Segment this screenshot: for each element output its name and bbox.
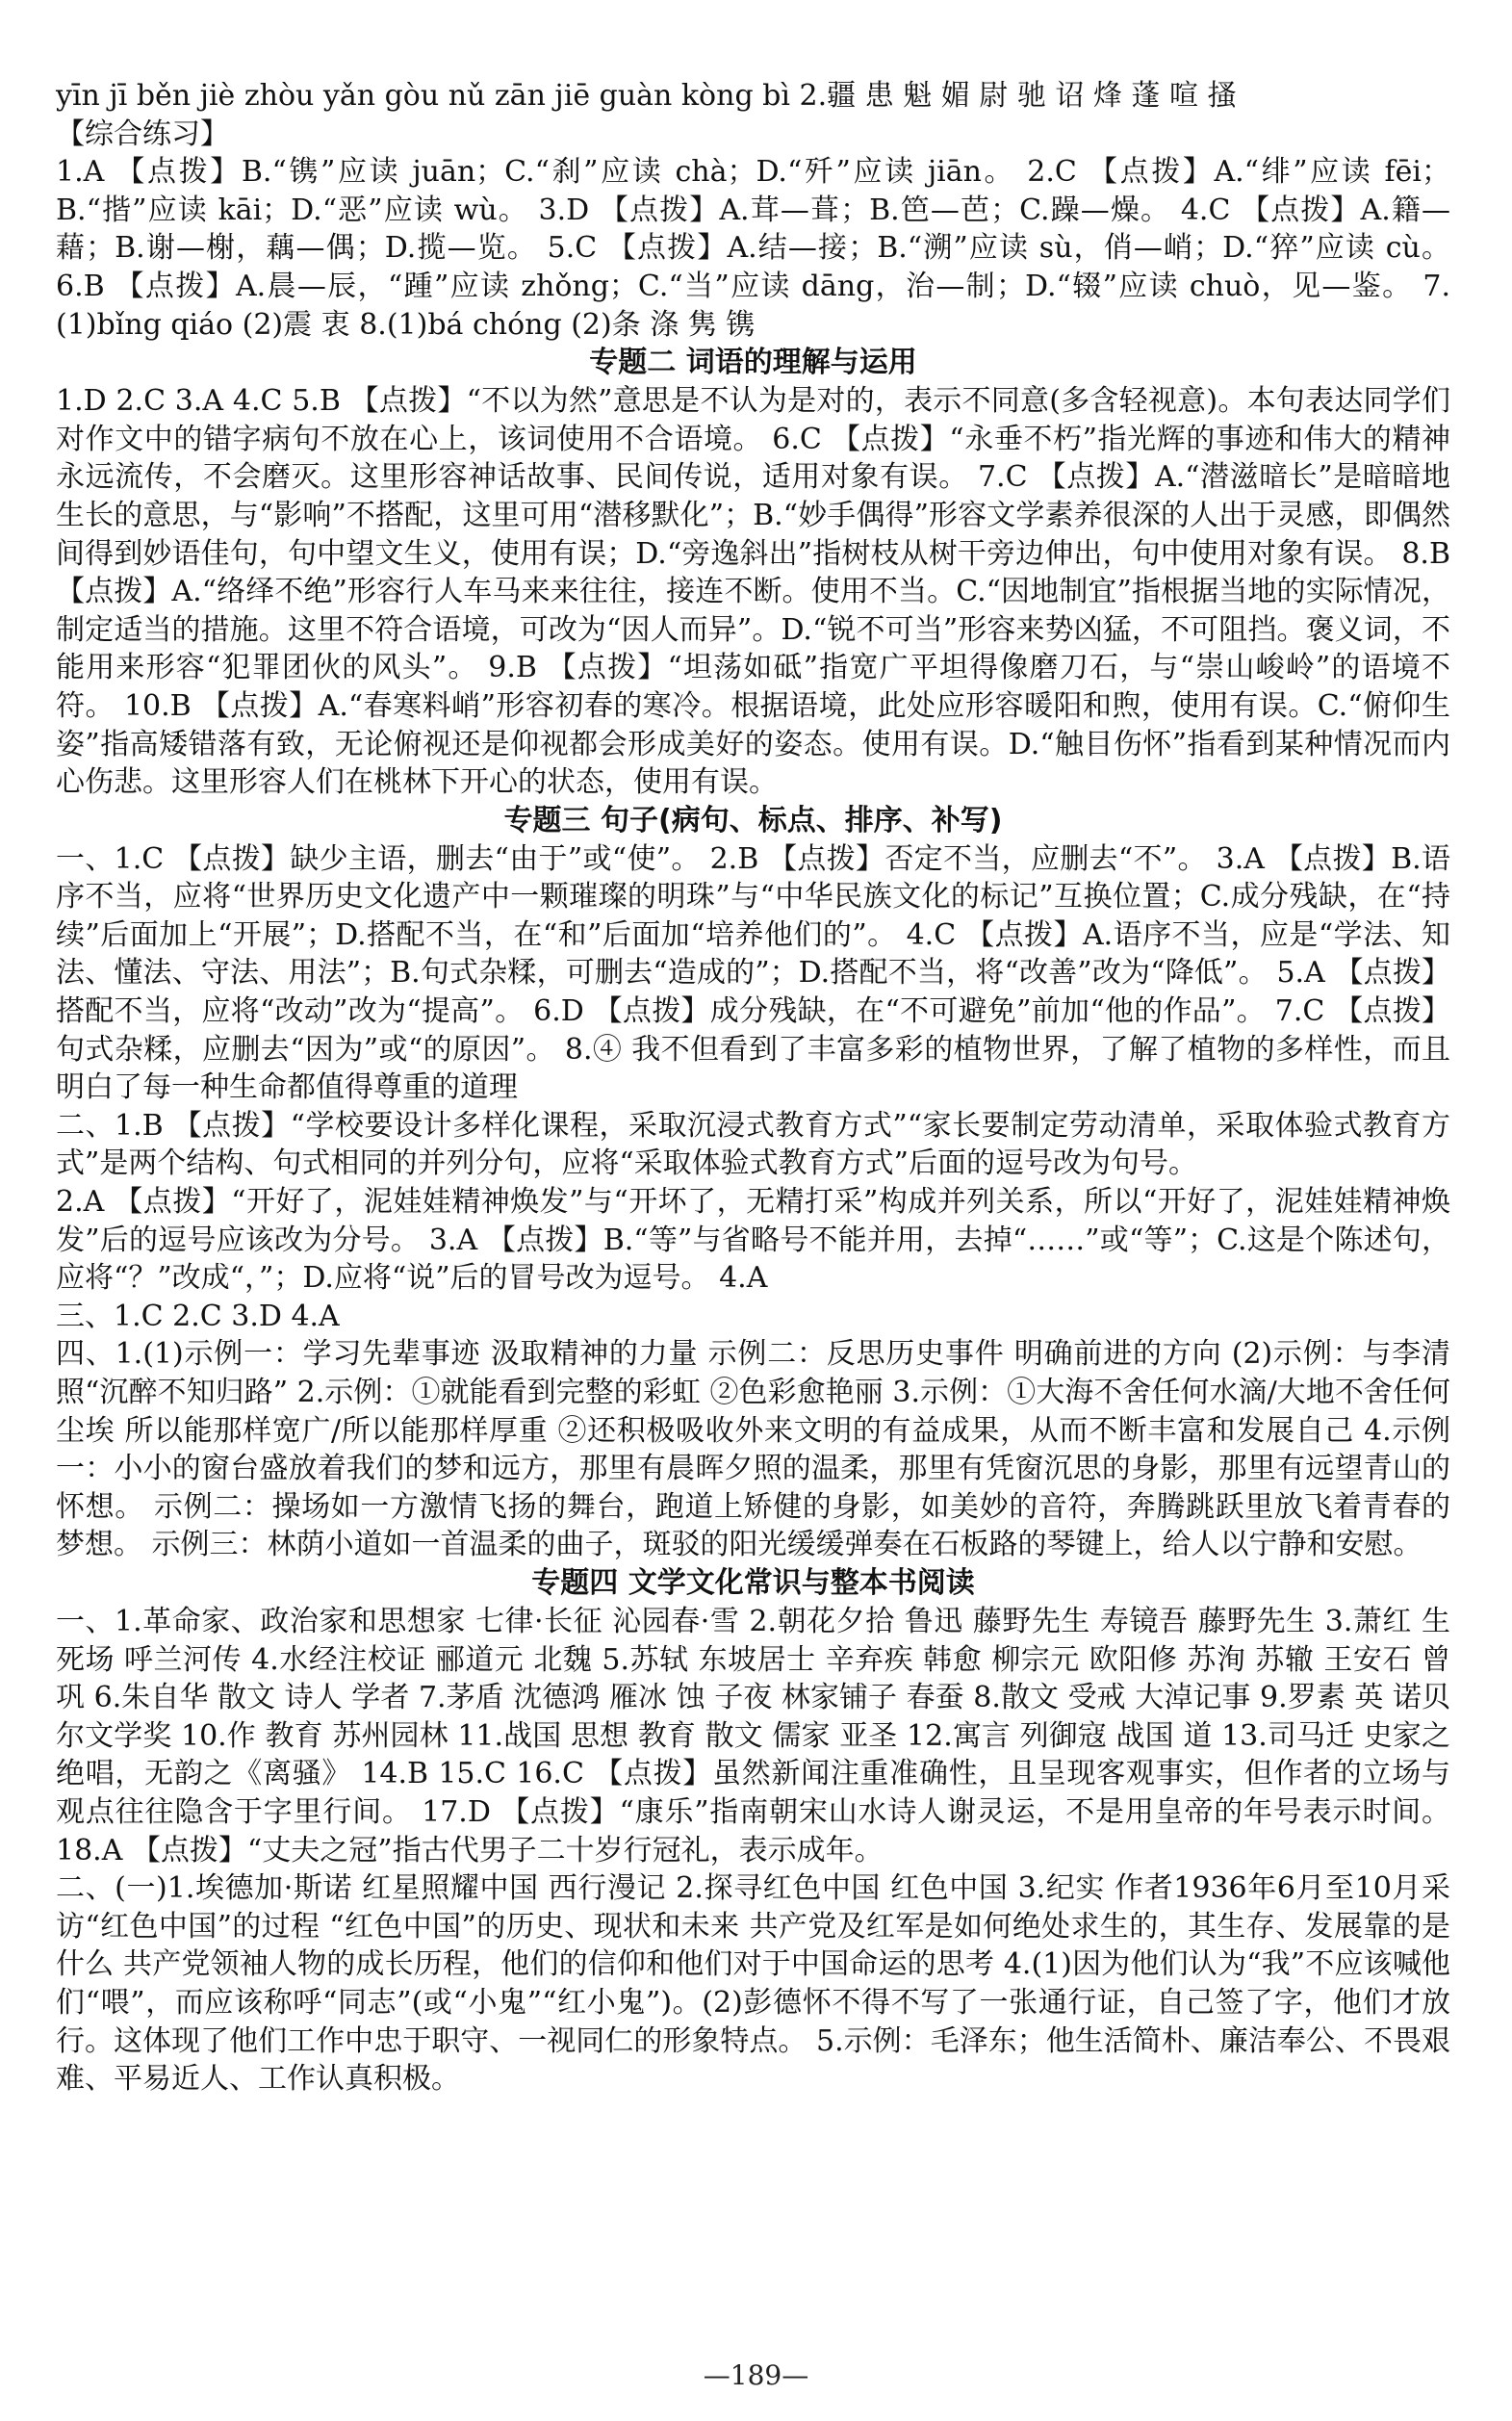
answer-paragraph: 2.A 【点拨】“开好了，泥娃娃精神焕发”与“开坏了，无精打采”构成并列关系，所以“开好了，泥娃娃精神焕发”后的逗号应该改为分号。 3.A 【点拨】B.“等”与省略号不能并用，去掉“……”或“等”；C.这是个陈述句，应将“？”改成“，”；D.应将“说”后的冒号改为逗号。 4.A	[56, 1185, 1450, 1296]
answer-content	[56, 77, 1450, 2099]
answer-paragraph: 1.A 【点拨】B.“镌”应读 juān；C.“刹”应读 chà；D.“歼”应读 jiān。 2.C 【点拨】A.“绯”应读 fēi；B.“揩”应读 kāi；D.“恶”应读 wù。 3.D 【点拨】A.茸—葺；B.笆—芭；C.躁—燥。 4.C 【点拨】A.籍—藉；B.谢—榭，藕—偶；D.揽—览。 5.C 【点拨】A.结—接；B.“溯”应读 sù，俏—峭；D.“猝”应读 cù。 6.B 【点拨】A.晨—辰，“踵”应读 zhǒng；C.“当”应读 dāng，治—制；D.“辍”应读 chuò，见—鉴。 7.(1)bǐng qiáo (2)震 衷 8.(1)bá chóng (2)条 涤 隽 镌	[56, 155, 1450, 342]
section-heading: 专题四 文学文化常识与整本书阅读	[531, 1565, 975, 1600]
answer-paragraph: yīn jī běn jiè zhòu yǎn gòu nǔ zān jiē guàn kòng bì 2.疆 患 魁 媚 尉 驰 诏 烽 蓬 喧 搔	[56, 79, 1237, 113]
answer-paragraph: 四、1.(1)示例一：学习先辈事迹 汲取精神的力量 示例二：反思历史事件 明确前进的方向 (2)示例：与李清照“沉醉不知归路” 2.示例：①就能看到完整的彩虹 ②色彩愈艳丽 3.示例：①大海不舍任何水滴/大地不舍任何尘埃 所以能那样宽广/所以能那样厚重 ②还积极吸收外来文明的有益成果，从而不断丰富和发展自己 4.示例一：小小的窗台盛放着我们的梦和远方，那里有晨晖夕照的温柔，那里有凭窗沉思的身影，那里有远望青山的怀想。 示例二：操场如一方激情飞扬的舞台，跑道上矫健的身影，如美妙的音符，奔腾跳跃里放飞着青春的梦想。 示例三：林荫小道如一首温柔的曲子，斑驳的阳光缓缓弹奏在石板路的琴键上，给人以宁静和安慰。	[56, 1337, 1450, 1562]
answer-paragraph: 二、1.B 【点拨】“学校要设计多样化课程，采取沉浸式教育方式”“家长要制定劳动清单，采取体验式教育方式”是两个结构、句式相同的并列分句，应将“采取体验式教育方式”后面的逗号改为句号。	[56, 1108, 1450, 1181]
answer-paragraph: 1.D 2.C 3.A 4.C 5.B 【点拨】“不以为然”意思是不认为是对的，表示不同意(多含轻视意)。本句表达同学们对作文中的错字病句不放在心上，该词使用不合语境。 6.C 【点拨】“永垂不朽”指光辉的事迹和伟大的精神永远流传，不会磨灭。这里形容神话故事、民间传说，适用对象有误。 7.C 【点拨】A.“潜滋暗长”是暗暗地生长的意思，与“影响”不搭配，这里可用“潜移默化”；B.“妙手偶得”形容文学素养很深的人出于灵感，即偶然间得到妙语佳句，句中望文生义，使用有误；D.“旁逸斜出”指树枝从树干旁边伸出，句中使用对象有误。 8.B 【点拨】A.“络绎不绝”形容行人车马来来往往，接连不断。使用不当。C.“因地制宜”指根据当地的实际情况，制定适当的措施。这里不符合语境，可改为“因人而异”。D.“锐不可当”形容来势凶猛，不可阻挡。褒义词，不能用来形容“犯罪团伙的风头”。 9.B 【点拨】“坦荡如砥”指宽广平坦得像磨刀石，与“崇山峻岭”的语境不符。 10.B 【点拨】A.“春寒料峭”形容初春的寒冷。根据语境，此处应形容暖阳和煦，使用有误。C.“俯仰生姿”指高矮错落有致，无论俯视还是仰视都会形成美好的姿态。使用有误。D.“触目伤怀”指看到某种情况而内心伤悲。这里形容人们在桃林下开心的状态，使用有误。	[56, 384, 1450, 800]
answer-paragraph: 一、1.C 【点拨】缺少主语，删去“由于”或“使”。 2.B 【点拨】否定不当，应删去“不”。 3.A 【点拨】B.语序不当，应将“世界历史文化遗产中一颗璀璨的明珠”与“中华民族文化的标记”互换位置；C.成分残缺，在“持续”后面加上“开展”；D.搭配不当，在“和”后面加“培养他们的”。 4.C 【点拨】A.语序不当，应是“学法、知法、懂法、守法、用法”；B.句式杂糅，可删去“造成的”；D.搭配不当，将“改善”改为“降低”。 5.A 【点拨】搭配不当，应将“改动”改为“提高”。 6.D 【点拨】成分残缺，在“不可避免”前加“他的作品”。 7.C 【点拨】句式杂糅，应删去“因为”或“的原因”。 8.④ 我不但看到了丰富多彩的植物世界，了解了植物的多样性，而且明白了每一种生命都值得尊重的道理	[56, 841, 1450, 1105]
page-number: —189—	[703, 2359, 809, 2391]
answer-paragraph: 一、1.革命家、政治家和思想家 七律·长征 沁园春·雪 2.朝花夕拾 鲁迅 藤野先生 寿镜吾 藤野先生 3.萧红 生死场 呼兰河传 4.水经注校证 郦道元 北魏 5.苏轼 东坡居士 辛弃疾 韩愈 柳宗元 欧阳修 苏洵 苏辙 王安石 曾巩 6.朱自华 散文 诗人 学者 7.茅盾 沈德鸿 雁冰 蚀 子夜 林家铺子 春蚕 8.散文 受戒 大淖记事 9.罗素 英 诺贝尔文学奖 10.作 教育 苏州园林 11.战国 思想 教育 散文 儒家 亚圣 12.寓言 列御寇 战国 道 13.司马迁 史家之绝唱，无韵之《离骚》 14.B 15.C 16.C 【点拨】虽然新闻注重准确性，且呈现客观事实，但作者的立场与观点往往隐含于字里行间。 17.D 【点拨】“康乐”指南朝宋山水诗人谢灵运，不是用皇帝的年号表示时间。 18.A 【点拨】“丈夫之冠”指古代男子二十岁行冠礼，表示成年。	[56, 1604, 1450, 1867]
answer-paragraph: 三、1.C 2.C 3.D 4.A	[56, 1299, 340, 1333]
answer-paragraph: 【综合练习】	[56, 116, 229, 151]
section-heading: 专题三 句子(病句、标点、排序、补写)	[503, 803, 1003, 837]
answer-paragraph: 二、(一)1.埃德加·斯诺 红星照耀中国 西行漫记 2.探寻红色中国 红色中国 3.纪实 作者1936年6月至10月采访“红色中国”的过程 “红色中国”的历史、现状和未来 共产党及红军是如何绝处求生的，其生存、发展靠的是什么 共产党领袖人物的成长历程，他们的信仰和他们对于中国命运的思考 4.(1)因为他们认为“我”不应该喊他们“喂”，而应该称呼“同志”(或“小鬼”“红小鬼”)。(2)彭德怀不得不写了一张通行证，自己签了字，他们才放行。这体现了他们工作中忠于职守、一视同仁的形象特点。 5.示例：毛泽东；他生活简朴、廉洁奉公、不畏艰难、平易近人、工作认真积极。	[56, 1871, 1450, 2097]
section-heading: 专题二 词语的理解与运用	[589, 346, 917, 380]
